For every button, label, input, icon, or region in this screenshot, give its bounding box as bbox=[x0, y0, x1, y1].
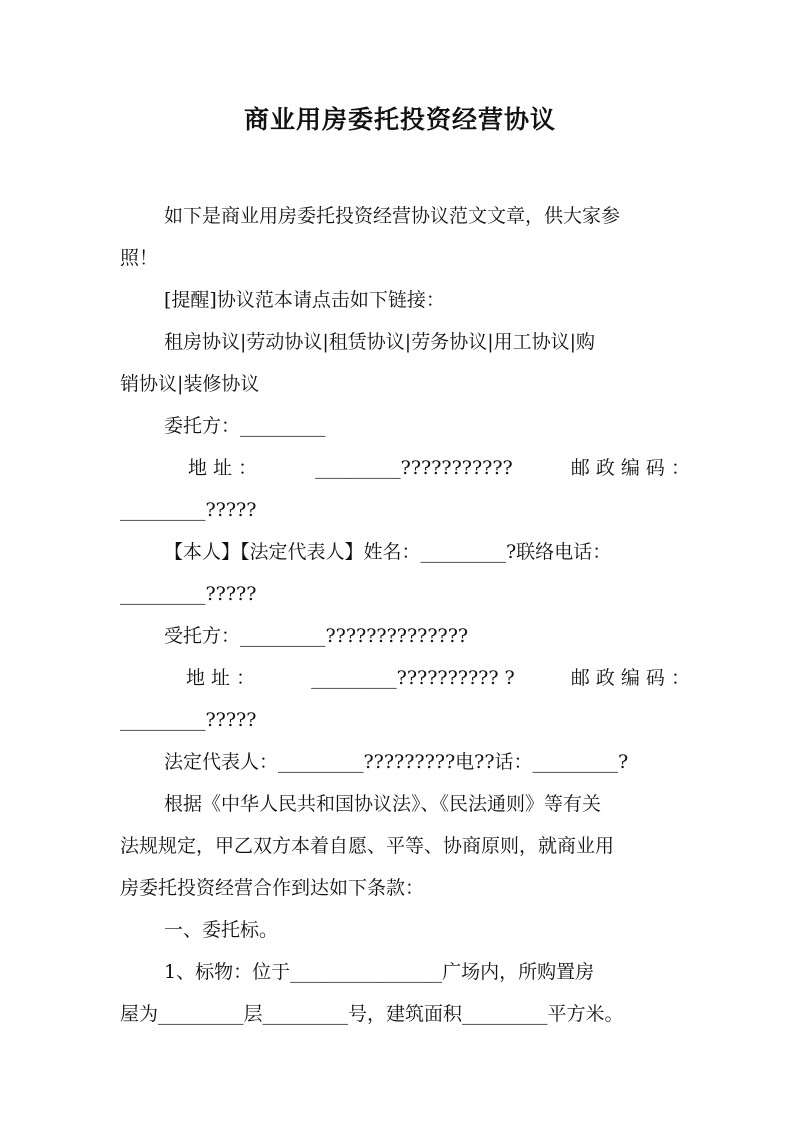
clause-1-line-1: 1、标物：位于________________广场内，所购置房 bbox=[164, 961, 595, 983]
intro-line-2: 照！ bbox=[120, 247, 159, 269]
basis-line-2: 法规规定，甲乙双方本着自愿、平等、协商原则，就商业用 bbox=[120, 835, 615, 857]
postal-code-label: 邮 政 编 码 ： bbox=[570, 457, 690, 479]
basis-line-1: 根据《中华人民共和国协议法》、《民法通则》等有关 bbox=[164, 793, 602, 815]
links-line-1: 租房协议|劳动协议|租赁协议|劳务协议|用工协议|购 bbox=[164, 331, 596, 353]
principal-address-line bbox=[188, 454, 690, 482]
address-label: 地 址 ： bbox=[188, 457, 258, 479]
representative-phone-value: _________????? bbox=[120, 583, 257, 605]
clause-1-line-2: 屋为_________层_________号，建筑面积_________平方米。 bbox=[120, 1003, 624, 1025]
reminder-line: [提醒]协议范本请点击如下链接： bbox=[164, 289, 445, 311]
basis-line-3: 房委托投资经营合作到达如下条款： bbox=[120, 877, 425, 899]
postal-code-label: 邮 政 编 码 ： bbox=[570, 667, 690, 689]
agent-line: 受托方：_________?????????????? bbox=[164, 625, 469, 647]
representative-line: 【本人】【法定代表人】姓名：_________?联络电话： bbox=[164, 541, 612, 563]
intro-line-1: 如下是商业用房委托投资经营协议范文文章，供大家参 bbox=[164, 205, 621, 227]
principal-postal-value: _________????? bbox=[120, 499, 257, 521]
agent-postal-value: _________????? bbox=[120, 709, 257, 731]
legal-representative-line: 法定代表人：_________?????????电??话：_________? bbox=[164, 751, 629, 773]
document-title: 商业用房委托投资经营协议 bbox=[243, 105, 556, 134]
agent-address-line bbox=[186, 664, 690, 692]
address-value: _________?????????? ? bbox=[311, 667, 515, 689]
links-line-2: 销协议|装修协议 bbox=[120, 373, 260, 395]
address-value: _________??????????? bbox=[315, 457, 513, 479]
principal-line: 委托方：_________ bbox=[164, 415, 326, 437]
address-label: 地 址 ： bbox=[186, 667, 256, 689]
section-heading-1: 一、委托标。 bbox=[164, 919, 279, 941]
